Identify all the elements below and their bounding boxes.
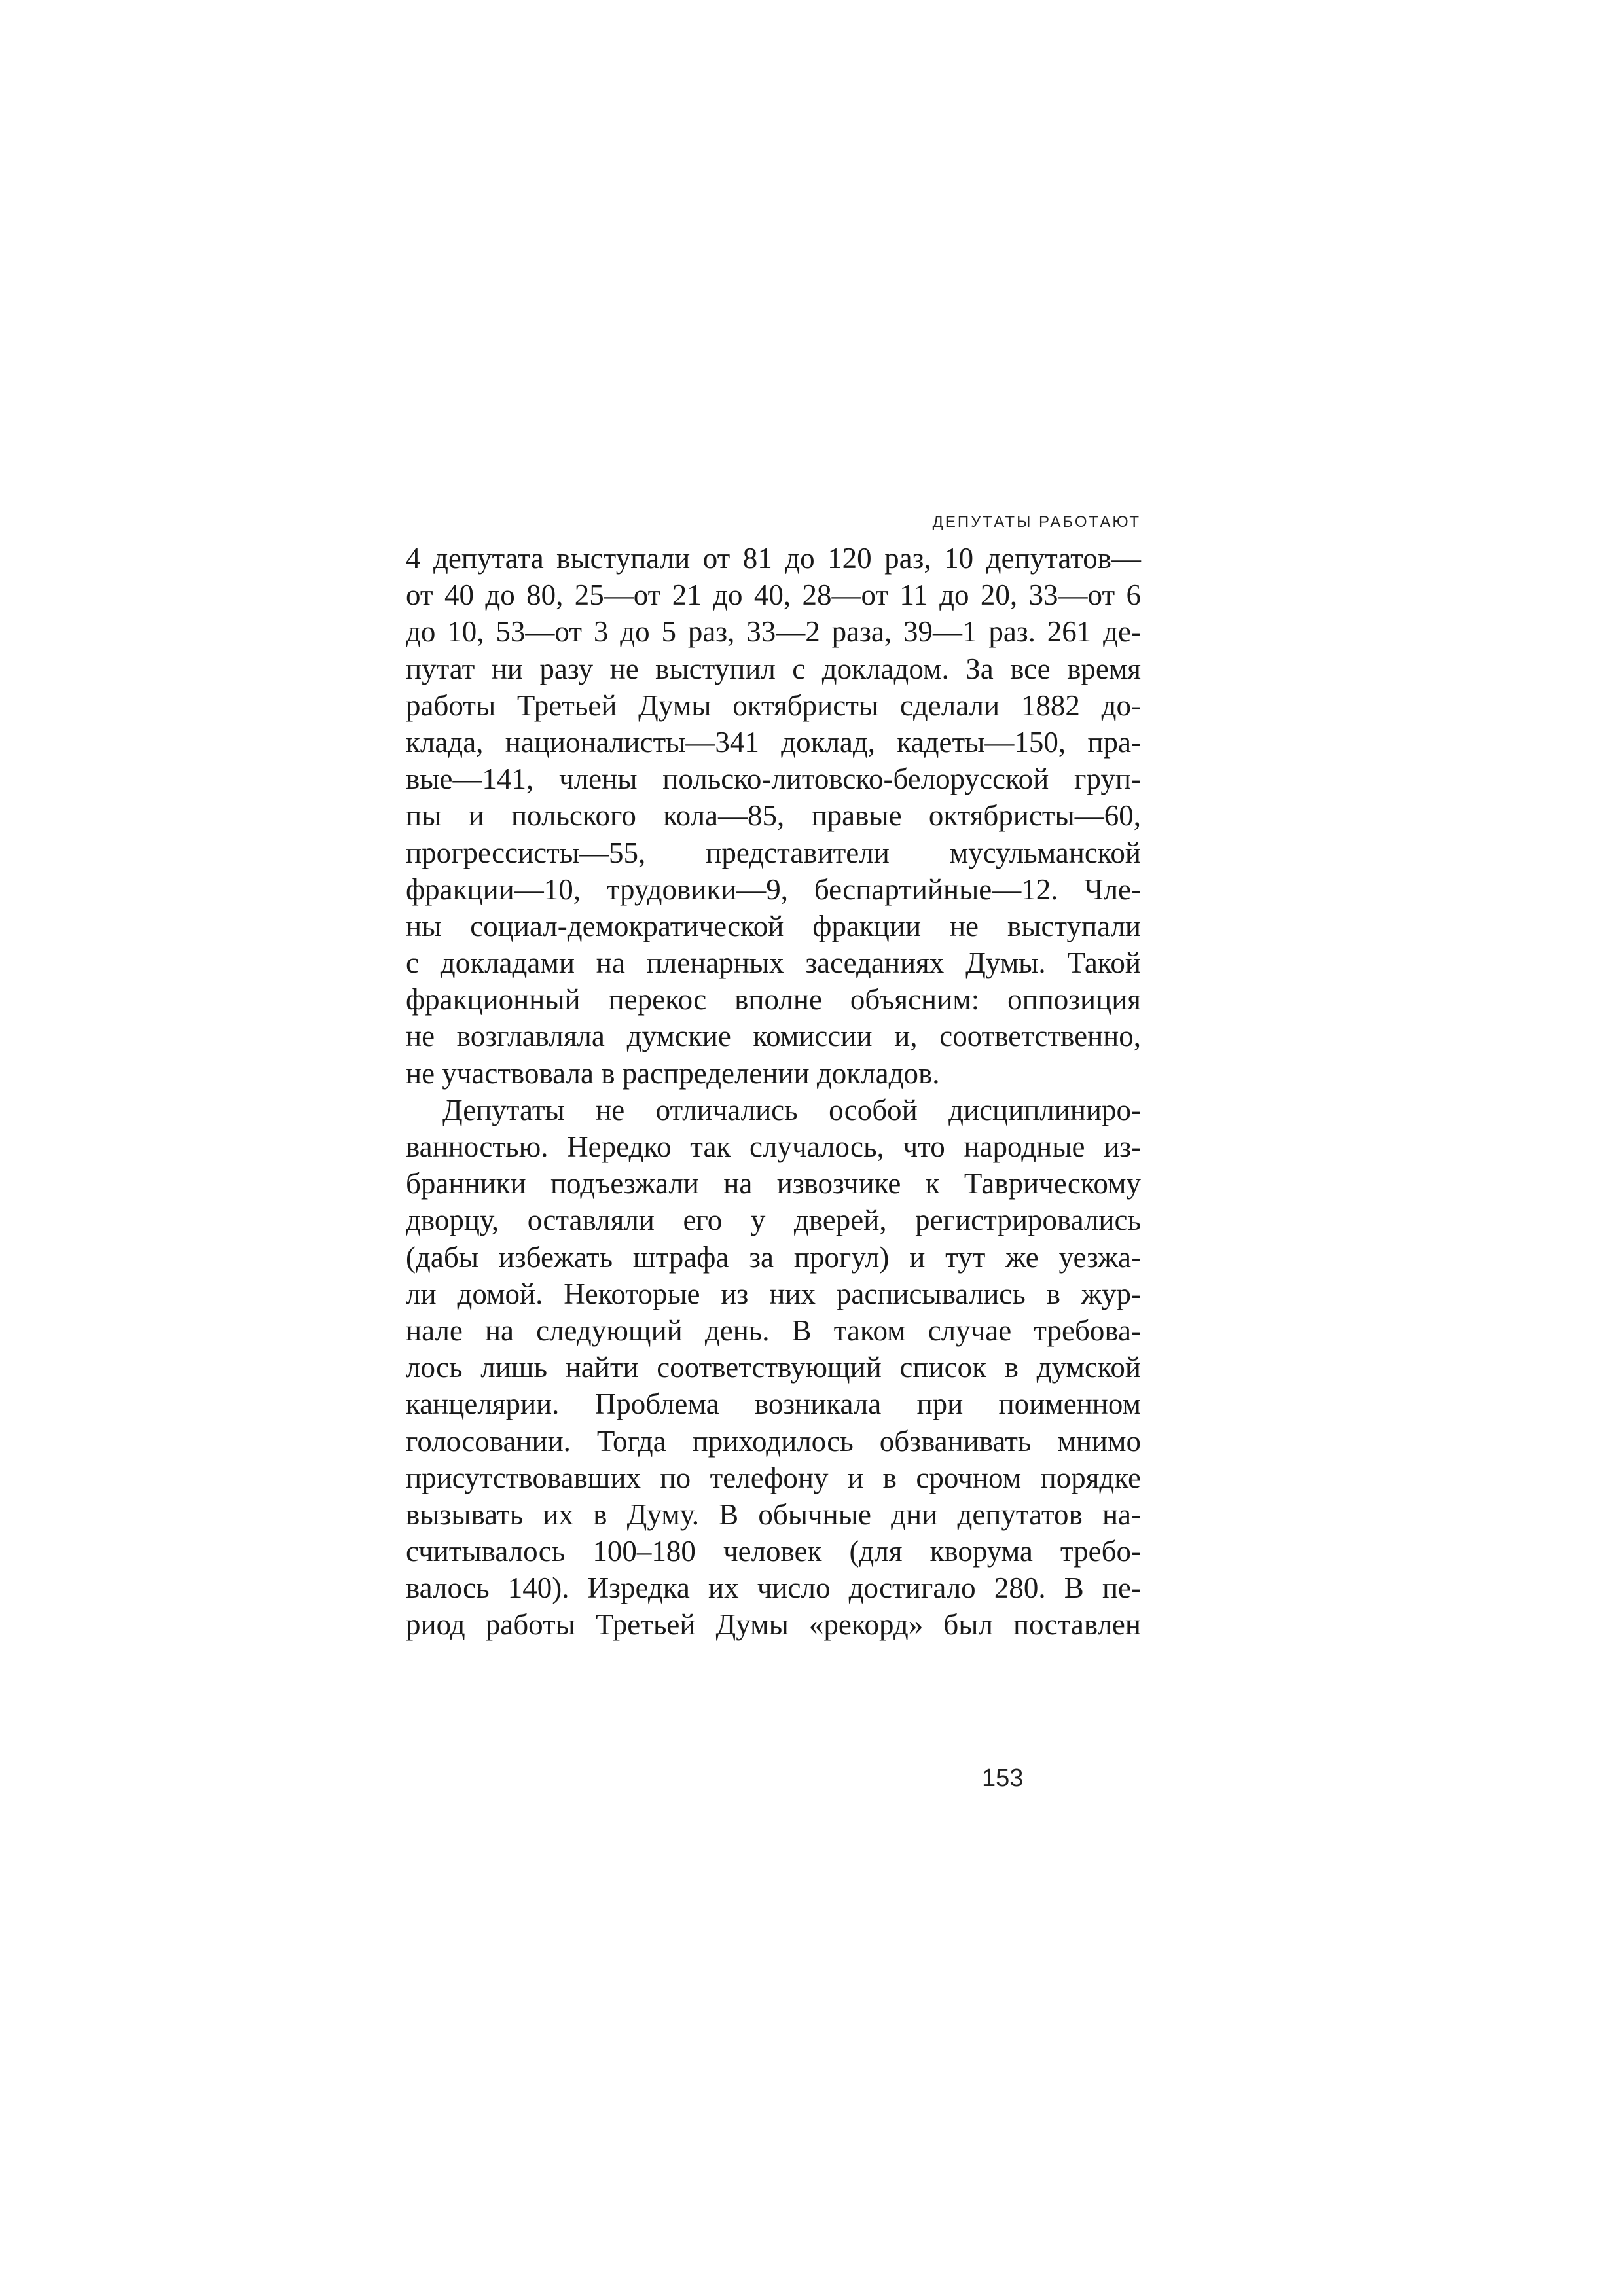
text-line: пы и польского кола—85, правые октябристы—60,: [406, 799, 1141, 833]
text-line: считывалось 100–180 человек (для кворума требо-: [406, 1535, 1141, 1568]
paragraph-2: [406, 1092, 1141, 1643]
text-line: путат ни разу не выступил с докладом. За все время: [406, 652, 1141, 685]
body-text: [406, 540, 1141, 1643]
text-line: ны социал-демократической фракции не выступали: [406, 909, 1141, 942]
text-line: нале на следующий день. В таком случае требова-: [406, 1314, 1141, 1347]
text-line: фракции—10, трудовики—9, беспартийные—12. Чле-: [406, 872, 1141, 906]
text-line: прогрессисты—55, представители мусульманской: [406, 836, 1141, 869]
text-line: не возглавляла думские комиссии и, соответственно,: [406, 1020, 1141, 1053]
running-head: ДЕПУТАТЫ РАБОТАЮТ: [932, 513, 1141, 531]
text-line: риод работы Третьей Думы «рекорд» был поставлен: [406, 1608, 1141, 1641]
text-line: вые—141, члены польско-литовско-белорусской груп-: [406, 762, 1141, 796]
text-line: работы Третьей Думы октябристы сделали 1882 до-: [406, 689, 1141, 722]
text-line: до 10, 53—от 3 до 5 раз, 33—2 раза, 39—1 раз. 261 де-: [406, 615, 1141, 649]
text-line: ванностью. Нередко так случалось, что народные из-: [406, 1130, 1141, 1163]
text-line: с докладами на пленарных заседаниях Думы. Такой: [406, 946, 1141, 980]
text-line: ли домой. Некоторые из них расписывались в жур-: [406, 1277, 1141, 1310]
text-line: канцелярии. Проблема возникала при поименном: [406, 1388, 1141, 1421]
paragraph-1: [406, 540, 1141, 1092]
text-line: дворцу, оставляли его у дверей, регистрировались: [406, 1204, 1141, 1237]
text-line: фракционный перекос вполне объясним: оппозиция: [406, 983, 1141, 1016]
text-line: вызывать их в Думу. В обычные дни депутатов на-: [406, 1498, 1141, 1531]
text-line: Депутаты не отличались особой дисциплиниро-: [442, 1093, 1141, 1126]
page-number: 153: [982, 1765, 1024, 1792]
text-line: лось лишь найти соответствующий список в думской: [406, 1351, 1141, 1384]
text-line: не участвовала в распределении докладов.: [406, 1056, 940, 1090]
text-line: от 40 до 80, 25—от 21 до 40, 28—от 11 до 20, 33—от 6: [406, 579, 1141, 612]
text-line: бранники подъезжали на извозчике к Таврическому: [406, 1167, 1141, 1200]
text-line: голосовании. Тогда приходилось обзванивать мнимо: [406, 1424, 1141, 1458]
text-line: валось 140). Изредка их число достигало 280. В пе-: [406, 1571, 1141, 1605]
text-line: присутствовавших по телефону и в срочном порядке: [406, 1461, 1141, 1494]
text-line: клада, националисты—341 доклад, кадеты—150, пра-: [406, 725, 1141, 759]
text-line: 4 депутата выступали от 81 до 120 раз, 10 депутатов—: [406, 542, 1141, 575]
text-line: (дабы избежать штрафа за прогул) и тут же уезжа-: [406, 1240, 1141, 1274]
